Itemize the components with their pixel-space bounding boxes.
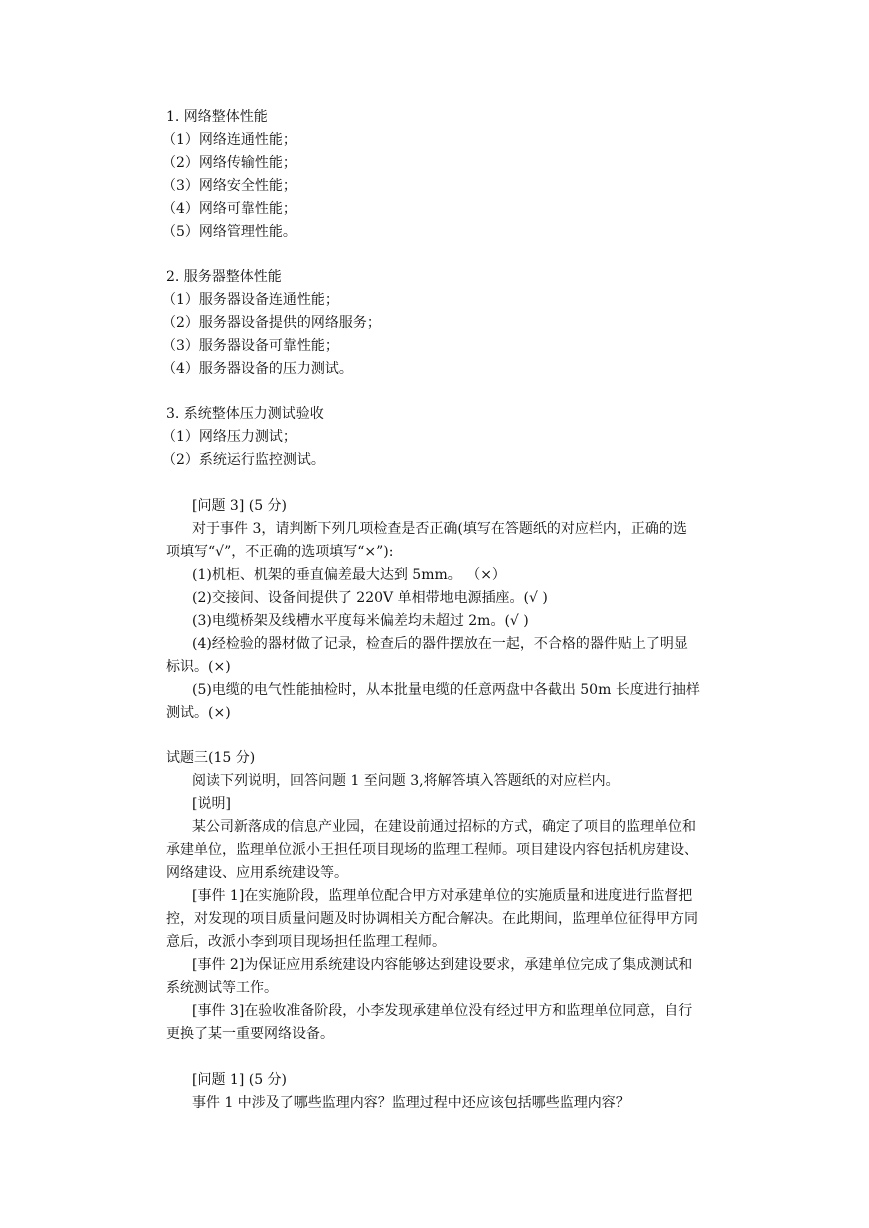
check-item: (1)机柜、机架的垂直偏差最大达到 5mm。 （×） (192, 567, 506, 583)
event-paragraph: 更换了某一重要网络设备。 (166, 1026, 334, 1042)
question-title: [问题 1] (5 分) (192, 1072, 288, 1088)
list-item: （5）网络管理性能。 (162, 224, 297, 240)
list-item: （1）服务器设备连通性能； (162, 292, 339, 308)
check-item: 标识。(×) (166, 659, 231, 675)
check-item: (3)电缆桥架及线槽水平度每米偏差均未超过 2m。(√ ) (192, 613, 529, 629)
section-heading: 1. 网络整体性能 (166, 109, 268, 125)
list-item: （1）网络压力测试； (162, 429, 297, 445)
section-heading: 2. 服务器整体性能 (166, 269, 282, 285)
event-paragraph: [事件 3]在验收准备阶段，小李发现承建单位没有经过甲方和监理单位同意，自行 (192, 1003, 693, 1019)
paragraph-line: 对于事件 3，请判断下列几项检查是否正确(填写在答题纸的对应栏内，正确的选 (192, 521, 687, 537)
question-title: [问题 3] (5 分) (192, 498, 288, 514)
event-paragraph: 控，对发现的项目质量问题及时协调相关方配合解决。在此期间，监理单位征得甲方同 (166, 911, 698, 927)
paragraph-line: 某公司新落成的信息产业园，在建设前通过招标的方式，确定了项目的监理单位和 (192, 819, 696, 835)
check-item: (5)电缆的电气性能抽检时，从本批量电缆的任意两盘中各截出 50m 长度进行抽样 (192, 682, 700, 698)
paragraph-line: 项填写“√”，不正确的选项填写“×”): (166, 544, 394, 560)
question-text: 事件 1 中涉及了哪些监理内容？监理过程中还应该包括哪些监理内容？ (192, 1095, 630, 1111)
list-item: （1）网络连通性能； (162, 132, 297, 148)
event-paragraph: 意后，改派小李到项目现场担任监理工程师。 (166, 934, 446, 950)
list-item: （2）网络传输性能； (162, 155, 297, 171)
list-item: （3）服务器设备可靠性能； (162, 338, 339, 354)
list-item: （2）系统运行监控测试。 (162, 452, 325, 468)
list-item: （2）服务器设备提供的网络服务； (162, 315, 381, 331)
list-item: （4）服务器设备的压力测试。 (162, 361, 353, 377)
paragraph-line: 承建单位，监理单位派小王担任项目现场的监理工程师。项目建设内容包括机房建设、 (166, 842, 698, 858)
check-item: 测试。(×) (166, 705, 231, 721)
list-item: （4）网络可靠性能； (162, 201, 297, 217)
check-item: (4)经检验的器材做了记录，检查后的器件摆放在一起，不合格的器件贴上了明显 (192, 636, 688, 652)
paragraph-line: 网络建设、应用系统建设等。 (166, 865, 348, 881)
check-item: (2)交接间、设备间提供了 220V 单相带地电源插座。(√ ) (192, 590, 548, 606)
description-label: [说明] (192, 796, 231, 812)
event-paragraph: 系统测试等工作。 (166, 980, 278, 996)
instruction: 阅读下列说明，回答问题 1 至问题 3,将解答填入答题纸的对应栏内。 (192, 773, 620, 789)
list-item: （3）网络安全性能； (162, 178, 297, 194)
event-paragraph: [事件 2]为保证应用系统建设内容能够达到建设要求，承建单位完成了集成测试和 (192, 957, 693, 973)
exam-title: 试题三(15 分) (166, 750, 256, 766)
section-heading: 3. 系统整体压力测试验收 (166, 406, 324, 422)
event-paragraph: [事件 1]在实施阶段，监理单位配合甲方对承建单位的实施质量和进度进行监督把 (192, 888, 693, 904)
